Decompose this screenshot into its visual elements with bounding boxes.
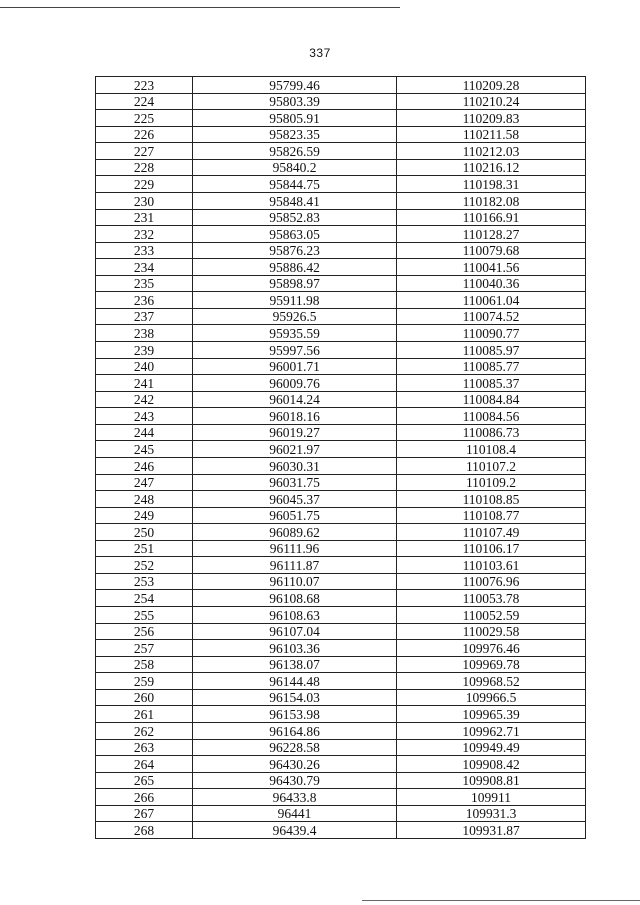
point-number-cell: 255 [96,607,193,624]
y-coordinate-cell: 109962.71 [397,722,586,739]
table-row [96,192,586,209]
y-coordinate-cell: 109931.87 [397,822,586,839]
x-coordinate-cell: 96144.48 [193,673,397,690]
y-coordinate-cell: 110076.96 [397,573,586,590]
x-coordinate-cell: 95803.39 [193,93,397,110]
table-row [96,789,586,806]
y-coordinate-cell: 109969.78 [397,656,586,673]
x-coordinate-cell: 96019.27 [193,424,397,441]
coordinate-table-body [96,77,586,839]
x-coordinate-cell: 95848.41 [193,192,397,209]
x-coordinate-cell: 96107.04 [193,623,397,640]
x-coordinate-cell: 96441 [193,805,397,822]
x-coordinate-cell: 95799.46 [193,77,397,94]
table-row [96,93,586,110]
x-coordinate-cell: 96045.37 [193,491,397,508]
x-coordinate-cell: 96154.03 [193,689,397,706]
point-number-cell: 242 [96,391,193,408]
y-coordinate-cell: 110086.73 [397,424,586,441]
table-row [96,689,586,706]
table-row [96,507,586,524]
y-coordinate-cell: 110166.91 [397,209,586,226]
x-coordinate-cell: 95840.2 [193,159,397,176]
y-coordinate-cell: 109949.49 [397,739,586,756]
y-coordinate-cell: 110209.83 [397,110,586,127]
y-coordinate-cell: 110107.2 [397,457,586,474]
table-row [96,358,586,375]
point-number-cell: 241 [96,375,193,392]
table-row [96,491,586,508]
y-coordinate-cell: 110108.85 [397,491,586,508]
y-coordinate-cell: 110216.12 [397,159,586,176]
x-coordinate-cell: 96018.16 [193,408,397,425]
table-row [96,342,586,359]
table-row [96,640,586,657]
x-coordinate-cell: 96014.24 [193,391,397,408]
point-number-cell: 235 [96,275,193,292]
table-row [96,275,586,292]
table-row [96,176,586,193]
y-coordinate-cell: 110085.77 [397,358,586,375]
x-coordinate-cell: 96110.07 [193,573,397,590]
table-row [96,441,586,458]
point-number-cell: 238 [96,325,193,342]
point-number-cell: 251 [96,540,193,557]
y-coordinate-cell: 110061.04 [397,292,586,309]
table-row [96,656,586,673]
table-row [96,424,586,441]
table-row [96,573,586,590]
point-number-cell: 243 [96,408,193,425]
point-number-cell: 263 [96,739,193,756]
y-coordinate-cell: 110107.49 [397,524,586,541]
y-coordinate-cell: 110090.77 [397,325,586,342]
table-row [96,805,586,822]
x-coordinate-cell: 96430.26 [193,756,397,773]
point-number-cell: 225 [96,110,193,127]
point-number-cell: 266 [96,789,193,806]
point-number-cell: 237 [96,308,193,325]
y-coordinate-cell: 110209.28 [397,77,586,94]
y-coordinate-cell: 110074.52 [397,308,586,325]
table-row [96,673,586,690]
x-coordinate-cell: 96021.97 [193,441,397,458]
page-number: 337 [309,46,331,60]
table-row [96,706,586,723]
x-coordinate-cell: 96108.68 [193,590,397,607]
x-coordinate-cell: 95926.5 [193,308,397,325]
point-number-cell: 254 [96,590,193,607]
point-number-cell: 229 [96,176,193,193]
x-coordinate-cell: 95844.75 [193,176,397,193]
point-number-cell: 244 [96,424,193,441]
x-coordinate-cell: 96001.71 [193,358,397,375]
y-coordinate-cell: 110103.61 [397,557,586,574]
y-coordinate-cell: 110085.97 [397,342,586,359]
x-coordinate-cell: 96228.58 [193,739,397,756]
table-row [96,722,586,739]
y-coordinate-cell: 110212.03 [397,143,586,160]
table-row [96,590,586,607]
point-number-cell: 265 [96,772,193,789]
y-coordinate-cell: 110108.4 [397,441,586,458]
y-coordinate-cell: 110053.78 [397,590,586,607]
x-coordinate-cell: 96030.31 [193,457,397,474]
point-number-cell: 248 [96,491,193,508]
y-coordinate-cell: 110198.31 [397,176,586,193]
point-number-cell: 240 [96,358,193,375]
y-coordinate-cell: 110109.2 [397,474,586,491]
x-coordinate-cell: 95876.23 [193,242,397,259]
x-coordinate-cell: 96111.87 [193,557,397,574]
y-coordinate-cell: 110079.68 [397,242,586,259]
table-row [96,126,586,143]
table-row [96,143,586,160]
table-row [96,226,586,243]
y-coordinate-cell: 110106.17 [397,540,586,557]
y-coordinate-cell: 109976.46 [397,640,586,657]
x-coordinate-cell: 96051.75 [193,507,397,524]
y-coordinate-cell: 109908.42 [397,756,586,773]
point-number-cell: 226 [96,126,193,143]
point-number-cell: 249 [96,507,193,524]
x-coordinate-cell: 95997.56 [193,342,397,359]
table-row [96,209,586,226]
point-number-cell: 232 [96,226,193,243]
point-number-cell: 261 [96,706,193,723]
y-coordinate-cell: 110040.36 [397,275,586,292]
table-row [96,623,586,640]
point-number-cell: 246 [96,457,193,474]
point-number-cell: 259 [96,673,193,690]
x-coordinate-cell: 96089.62 [193,524,397,541]
x-coordinate-cell: 96153.98 [193,706,397,723]
table-row [96,159,586,176]
point-number-cell: 264 [96,756,193,773]
point-number-cell: 257 [96,640,193,657]
x-coordinate-cell: 96108.63 [193,607,397,624]
bottom-rule [362,900,640,901]
point-number-cell: 256 [96,623,193,640]
y-coordinate-cell: 110108.77 [397,507,586,524]
y-coordinate-cell: 110052.59 [397,607,586,624]
point-number-cell: 268 [96,822,193,839]
point-number-cell: 224 [96,93,193,110]
x-coordinate-cell: 96031.75 [193,474,397,491]
y-coordinate-cell: 110084.56 [397,408,586,425]
x-coordinate-cell: 96111.96 [193,540,397,557]
table-row [96,756,586,773]
table-row [96,457,586,474]
point-number-cell: 231 [96,209,193,226]
table-row [96,474,586,491]
point-number-cell: 245 [96,441,193,458]
point-number-cell: 227 [96,143,193,160]
table-row [96,110,586,127]
point-number-cell: 258 [96,656,193,673]
x-coordinate-cell: 96430.79 [193,772,397,789]
x-coordinate-cell: 96433.8 [193,789,397,806]
x-coordinate-cell: 96103.36 [193,640,397,657]
y-coordinate-cell: 109911 [397,789,586,806]
point-number-cell: 223 [96,77,193,94]
table-row [96,292,586,309]
point-number-cell: 234 [96,259,193,276]
point-number-cell: 233 [96,242,193,259]
point-number-cell: 252 [96,557,193,574]
table-row [96,408,586,425]
x-coordinate-cell: 95826.59 [193,143,397,160]
x-coordinate-cell: 96439.4 [193,822,397,839]
table-row [96,524,586,541]
x-coordinate-cell: 96009.76 [193,375,397,392]
x-coordinate-cell: 95852.83 [193,209,397,226]
x-coordinate-cell: 95898.97 [193,275,397,292]
point-number-cell: 236 [96,292,193,309]
table-row [96,259,586,276]
table-row [96,308,586,325]
point-number-cell: 230 [96,192,193,209]
point-number-cell: 262 [96,722,193,739]
table-row [96,540,586,557]
y-coordinate-cell: 110029.58 [397,623,586,640]
table-row [96,325,586,342]
point-number-cell: 253 [96,573,193,590]
point-number-cell: 228 [96,159,193,176]
x-coordinate-cell: 96164.86 [193,722,397,739]
y-coordinate-cell: 109908.81 [397,772,586,789]
y-coordinate-cell: 109965.39 [397,706,586,723]
point-number-cell: 247 [96,474,193,491]
point-number-cell: 260 [96,689,193,706]
y-coordinate-cell: 110084.84 [397,391,586,408]
table-row [96,77,586,94]
table-row [96,772,586,789]
y-coordinate-cell: 110211.58 [397,126,586,143]
x-coordinate-cell: 95823.35 [193,126,397,143]
x-coordinate-cell: 95911.98 [193,292,397,309]
x-coordinate-cell: 95805.91 [193,110,397,127]
table-row [96,822,586,839]
x-coordinate-cell: 96138.07 [193,656,397,673]
point-number-cell: 267 [96,805,193,822]
y-coordinate-cell: 110182.08 [397,192,586,209]
y-coordinate-cell: 110210.24 [397,93,586,110]
table-row [96,739,586,756]
table-row [96,391,586,408]
table-row [96,557,586,574]
x-coordinate-cell: 95886.42 [193,259,397,276]
y-coordinate-cell: 110128.27 [397,226,586,243]
point-number-cell: 250 [96,524,193,541]
x-coordinate-cell: 95863.05 [193,226,397,243]
table-row [96,242,586,259]
y-coordinate-cell: 109966.5 [397,689,586,706]
y-coordinate-cell: 110085.37 [397,375,586,392]
top-rule [0,7,400,8]
point-number-cell: 239 [96,342,193,359]
x-coordinate-cell: 95935.59 [193,325,397,342]
y-coordinate-cell: 110041.56 [397,259,586,276]
table-row [96,375,586,392]
table-row [96,607,586,624]
y-coordinate-cell: 109968.52 [397,673,586,690]
coordinate-table [95,76,586,839]
y-coordinate-cell: 109931.3 [397,805,586,822]
